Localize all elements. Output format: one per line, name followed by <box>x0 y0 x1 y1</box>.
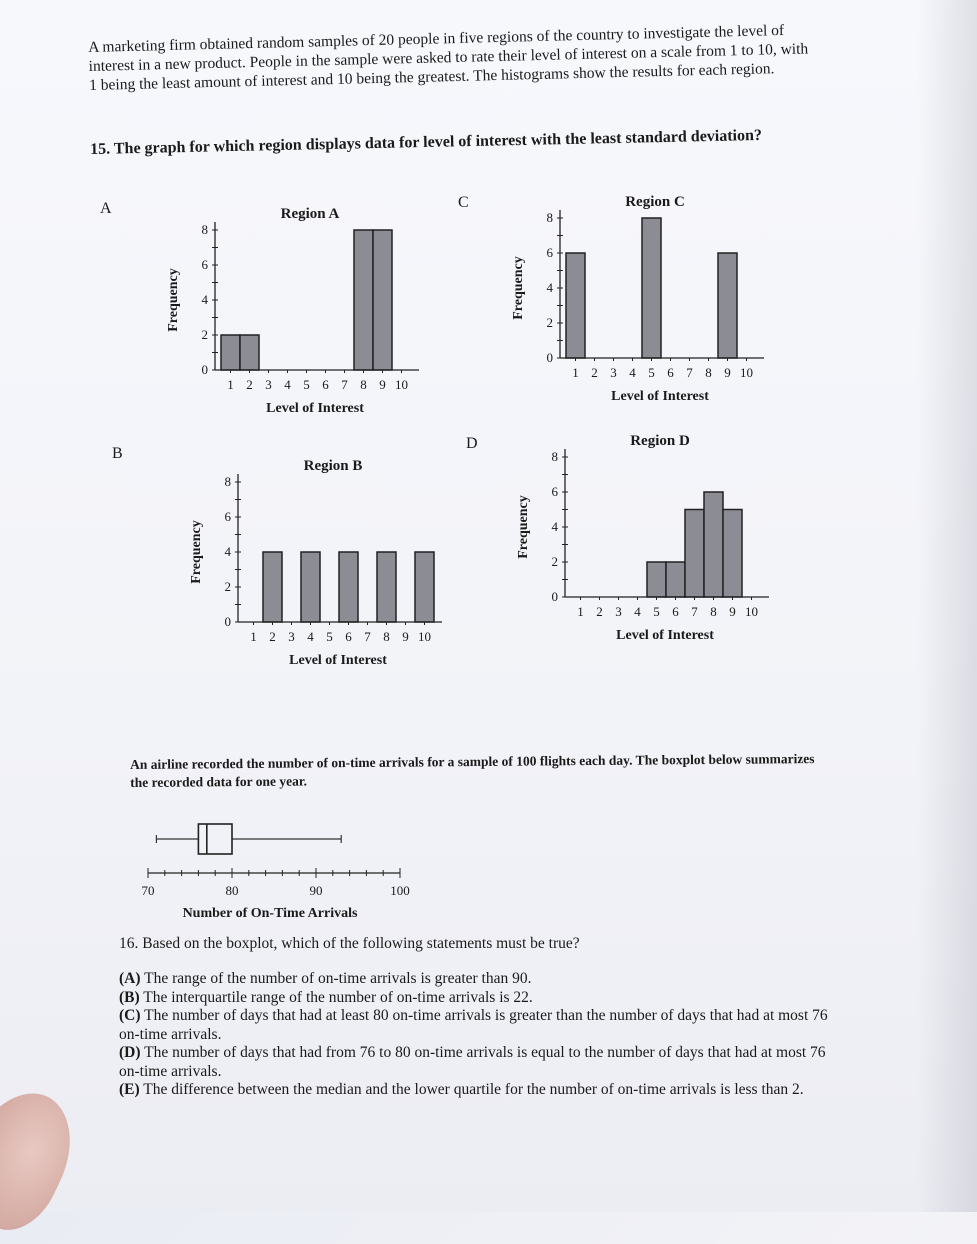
bar <box>723 510 742 598</box>
page-edge-shadow <box>917 0 977 1212</box>
y-tick-label: 2 <box>224 579 231 594</box>
chart-title: Region A <box>280 206 340 222</box>
bar <box>301 552 320 622</box>
y-tick-label: 4 <box>224 544 231 559</box>
x-tick-label: 4 <box>634 604 641 619</box>
x-tick-label: 8 <box>705 365 712 380</box>
thumb <box>0 1076 90 1243</box>
bar <box>263 552 282 622</box>
option-text: The difference between the median and the lower quartile for the number of on-time arrivals is less than 2. <box>139 1081 804 1098</box>
bar <box>642 218 661 358</box>
x-tick-label: 4 <box>629 365 636 380</box>
bar <box>704 492 723 597</box>
histogram-region-b <box>178 452 458 672</box>
option-text: The number of days that had from 76 to 80 on-time arrivals is equal to the number of days that had at most 76 on-time arrivals. <box>119 1044 826 1080</box>
y-tick-label: 8 <box>224 474 231 489</box>
x-tick-label: 10 <box>740 365 753 380</box>
y-axis-label: Frequency <box>166 268 181 332</box>
bar <box>566 253 585 358</box>
bar <box>685 510 704 598</box>
x-tick-label: 7 <box>364 629 371 644</box>
x-tick-label: 3 <box>615 604 622 619</box>
histogram-region-c <box>500 188 780 408</box>
y-axis-label: Frequency <box>511 256 526 320</box>
x-tick-label: 7 <box>691 604 698 619</box>
y-tick-label: 6 <box>224 509 231 524</box>
x-tick-label: 3 <box>610 365 617 380</box>
x-tick-label: 4 <box>307 629 314 644</box>
y-tick-label: 4 <box>551 519 558 534</box>
x-tick-label: 5 <box>648 365 655 380</box>
x-tick-label: 100 <box>390 883 410 898</box>
option-d[interactable] <box>119 1044 839 1081</box>
y-axis-label: Frequency <box>189 520 204 584</box>
x-tick-label: 1 <box>577 604 584 619</box>
y-tick-label: 0 <box>551 589 558 604</box>
y-tick-label: 4 <box>546 280 553 295</box>
x-tick-label: 6 <box>345 629 352 644</box>
x-tick-label: 10 <box>418 629 431 644</box>
x-tick-label: 9 <box>729 604 736 619</box>
option-text: The range of the number of on-time arrivals is greater than 90. <box>140 970 532 987</box>
y-tick-label: 8 <box>551 449 558 464</box>
question-15: 15. The graph for which region displays data for level of interest with the least standard deviation? <box>90 126 763 158</box>
option-label: (E) <box>119 1081 140 1098</box>
x-tick-label: 9 <box>724 365 731 380</box>
option-c[interactable] <box>119 1007 839 1044</box>
bar <box>415 552 434 622</box>
x-tick-label: 9 <box>402 629 409 644</box>
option-label: (C) <box>119 1007 141 1024</box>
x-tick-label: 3 <box>288 629 295 644</box>
y-tick-label: 2 <box>201 327 208 342</box>
x-tick-label: 2 <box>246 377 253 392</box>
x-tick-label: 8 <box>710 604 717 619</box>
x-tick-label: 5 <box>653 604 660 619</box>
x-tick-label: 8 <box>383 629 390 644</box>
option-text: The interquartile range of the number of on-time arrivals is 22. <box>139 988 533 1006</box>
x-tick-label: 5 <box>326 629 333 644</box>
boxplot-intro: An airline recorded the number of on-time arrivals for a sample of 100 flights each day. The boxplot below summarizes the recorded data for one year. <box>130 751 815 790</box>
option-label: (D) <box>119 1044 141 1061</box>
bar <box>377 552 396 622</box>
y-tick-label: 6 <box>201 257 208 272</box>
x-tick-label: 4 <box>284 377 291 392</box>
x-tick-label: 5 <box>303 377 310 392</box>
bar <box>221 335 240 370</box>
option-a[interactable] <box>119 970 839 989</box>
x-tick-label: 2 <box>596 604 603 619</box>
question-16: 16. Based on the boxplot, which of the following statements must be true? <box>119 935 580 952</box>
x-tick-label: 1 <box>227 377 234 392</box>
histogram-region-a <box>155 200 435 420</box>
bar <box>373 230 392 370</box>
iqr-box <box>198 824 232 854</box>
x-tick-label: 8 <box>360 377 367 392</box>
answer-options <box>119 970 839 1100</box>
y-tick-label: 8 <box>546 210 553 225</box>
x-axis-label: Level of Interest <box>611 389 709 404</box>
x-tick-label: 80 <box>225 883 239 898</box>
histogram-region-d <box>505 427 785 647</box>
y-tick-label: 6 <box>551 484 558 499</box>
x-axis-label: Number of On-Time Arrivals <box>182 906 358 921</box>
x-tick-label: 6 <box>322 377 329 392</box>
chart-title: Region B <box>303 458 363 474</box>
x-tick-label: 90 <box>309 883 323 898</box>
chart-title: Region D <box>630 433 690 449</box>
letter-d: D <box>466 435 478 452</box>
x-axis-label: Level of Interest <box>266 401 364 416</box>
y-tick-label: 2 <box>551 554 558 569</box>
x-tick-label: 70 <box>141 883 155 898</box>
x-tick-label: 2 <box>269 629 276 644</box>
x-tick-label: 2 <box>591 365 598 380</box>
y-axis-label: Frequency <box>516 495 531 559</box>
bar <box>354 230 373 370</box>
option-b[interactable] <box>119 989 839 1008</box>
letter-b: B <box>112 445 123 462</box>
y-tick-label: 0 <box>224 614 231 629</box>
x-axis-label: Level of Interest <box>616 628 714 643</box>
x-tick-label: 7 <box>341 377 348 392</box>
boxplot-on-time-arrivals <box>130 815 450 925</box>
bar <box>339 552 358 622</box>
x-tick-label: 1 <box>572 365 579 380</box>
y-tick-label: 2 <box>546 315 553 330</box>
x-tick-label: 7 <box>686 365 693 380</box>
x-tick-label: 10 <box>745 604 758 619</box>
bar <box>647 562 666 597</box>
bar <box>240 335 259 370</box>
bar <box>718 253 737 358</box>
bar <box>666 562 685 597</box>
x-axis-label: Level of Interest <box>289 653 387 668</box>
y-tick-label: 8 <box>201 222 208 237</box>
x-tick-label: 3 <box>265 377 272 392</box>
x-tick-label: 6 <box>667 365 674 380</box>
problem-passage: A marketing firm obtained random samples of 20 people in five regions of the country to investigate the level of interest in a new product. People in the sample were asked to rate their level of interest on a scale from 1 to 10, with 1 being the least amount of interest and 10 being the greatest. The histograms show the results for each region. <box>88 21 809 94</box>
option-text: The number of days that had at least 80 on-time arrivals is greater than the number of days that had at most 76 on-time arrivals. <box>119 1007 828 1043</box>
chart-title: Region C <box>625 194 685 210</box>
x-tick-label: 10 <box>395 377 408 392</box>
letter-c: C <box>458 194 469 211</box>
x-tick-label: 6 <box>672 604 679 619</box>
y-tick-label: 6 <box>546 245 553 260</box>
letter-a: A <box>100 200 112 217</box>
x-tick-label: 9 <box>379 377 386 392</box>
option-e[interactable] <box>119 1081 839 1100</box>
x-tick-label: 1 <box>250 629 257 644</box>
option-label: (A) <box>119 970 141 987</box>
option-label: (B) <box>119 988 140 1006</box>
y-tick-label: 4 <box>201 292 208 307</box>
y-tick-label: 0 <box>546 350 553 365</box>
y-tick-label: 0 <box>201 362 208 377</box>
